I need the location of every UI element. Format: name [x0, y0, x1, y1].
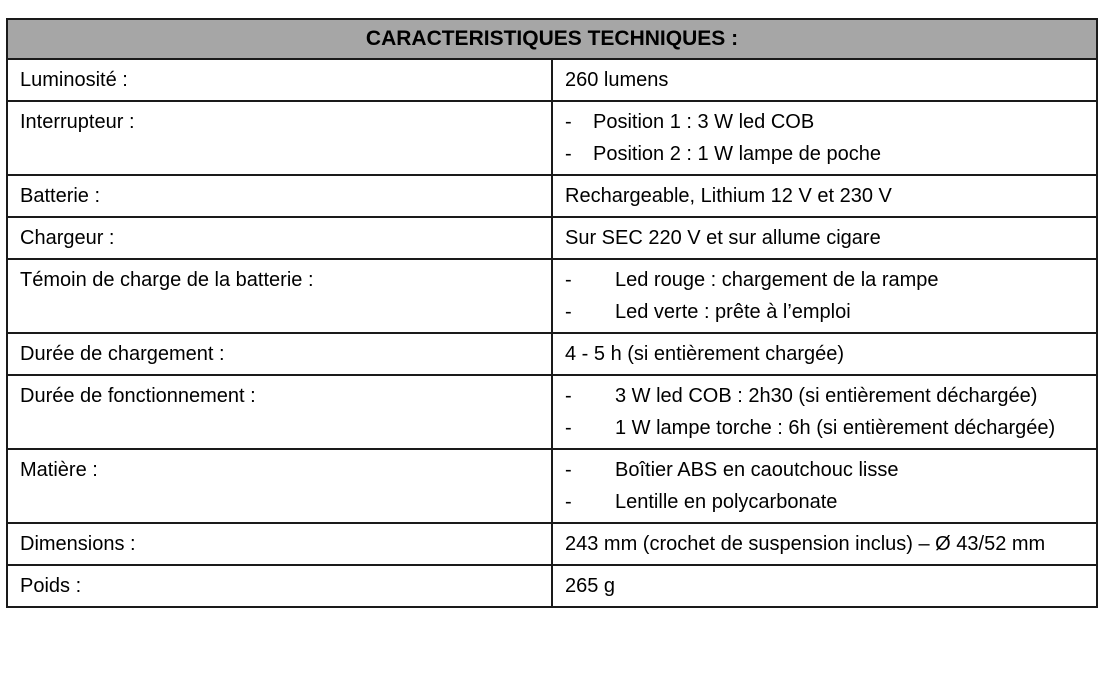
- row-value-duree-chargement: 4 - 5 h (si entièrement chargée): [552, 333, 1097, 375]
- list-item: - Lentille en polycarbonate: [565, 486, 1096, 518]
- list-item: - 1 W lampe torche : 6h (si entièrement déchargée): [565, 412, 1096, 444]
- table-row: [7, 565, 1097, 607]
- list-item: - Position 2 : 1 W lampe de poche: [565, 138, 1096, 170]
- row-label-poids: Poids :: [7, 565, 552, 607]
- list-item: - Boîtier ABS en caoutchouc lisse: [565, 454, 1096, 486]
- row-value-matiere: [552, 449, 1097, 523]
- table-row: [7, 333, 1097, 375]
- table-row: [7, 217, 1097, 259]
- row-label-interrupteur: Interrupteur :: [7, 101, 552, 175]
- bullet-list: [565, 380, 1096, 444]
- table-row: [7, 375, 1097, 449]
- row-value-poids: 265 g: [552, 565, 1097, 607]
- bullet-list: [565, 454, 1096, 518]
- row-value-chargeur: Sur SEC 220 V et sur allume cigare: [552, 217, 1097, 259]
- table-header-row: [7, 19, 1097, 59]
- table-row: [7, 101, 1097, 175]
- row-value-batterie: Rechargeable, Lithium 12 V et 230 V: [552, 175, 1097, 217]
- row-value-interrupteur: [552, 101, 1097, 175]
- table-row: [7, 175, 1097, 217]
- table-row: [7, 59, 1097, 101]
- specs-table: [6, 18, 1098, 608]
- row-value-luminosite: 260 lumens: [552, 59, 1097, 101]
- bullet-list: [565, 106, 1096, 170]
- table-row: [7, 259, 1097, 333]
- row-value-temoin: [552, 259, 1097, 333]
- list-item: - Position 1 : 3 W led COB: [565, 106, 1096, 138]
- bullet-list: [565, 264, 1096, 328]
- row-label-duree-fonctionnement: Durée de fonctionnement :: [7, 375, 552, 449]
- row-label-temoin: Témoin de charge de la batterie :: [7, 259, 552, 333]
- row-label-matiere: Matière :: [7, 449, 552, 523]
- row-label-dimensions: Dimensions :: [7, 523, 552, 565]
- row-label-chargeur: Chargeur :: [7, 217, 552, 259]
- table-row: [7, 523, 1097, 565]
- row-value-duree-fonctionnement: [552, 375, 1097, 449]
- row-value-dimensions: 243 mm (crochet de suspension inclus) – Ø 43/52 mm: [552, 523, 1097, 565]
- table-title: CARACTERISTIQUES TECHNIQUES :: [7, 19, 1097, 59]
- list-item: - Led verte : prête à l’emploi: [565, 296, 1096, 328]
- row-label-duree-chargement: Durée de chargement :: [7, 333, 552, 375]
- list-item: - 3 W led COB : 2h30 (si entièrement déchargée): [565, 380, 1096, 412]
- table-row: [7, 449, 1097, 523]
- row-label-batterie: Batterie :: [7, 175, 552, 217]
- list-item: - Led rouge : chargement de la rampe: [565, 264, 1096, 296]
- row-label-luminosite: Luminosité :: [7, 59, 552, 101]
